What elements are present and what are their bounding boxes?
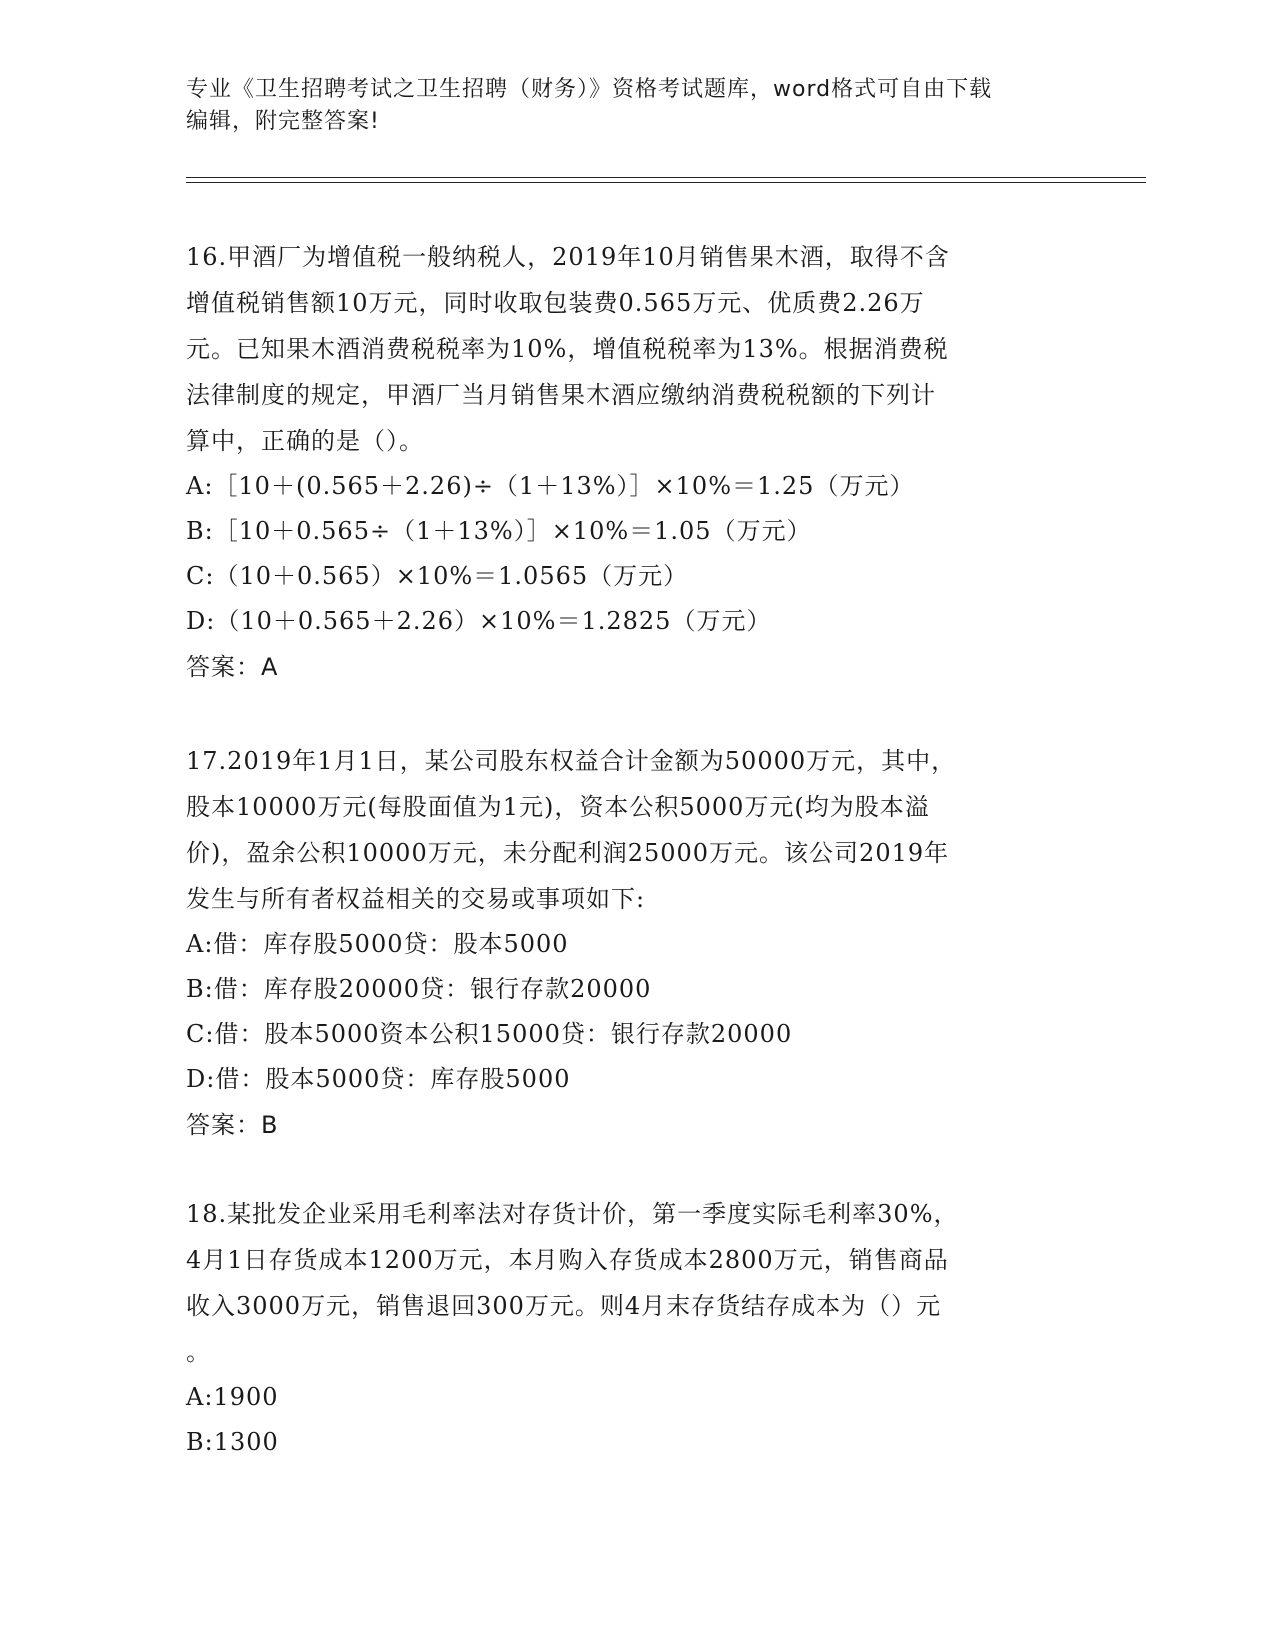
stem-line: 股本10000万元(每股面值为1元)，资本公积5000万元(均为股本溢 [186,793,930,821]
option-c: C:借：股本5000资本公积15000贷：银行存款20000 [186,1020,793,1048]
stem-line: 法律制度的规定，甲酒厂当月销售果木酒应缴纳消费税税额的下列计 [186,381,936,409]
option-a: A:［10＋(0.565＋2.26)÷（1＋13%）］×10%＝1.25（万元） [186,472,915,500]
option-b: B:［10＋0.565÷（1＋13%）］×10%＝1.05（万元） [186,517,812,545]
question-stem [186,234,1066,464]
answer-label: 答案：A [186,653,279,681]
option-a: A:1900 [186,1383,279,1411]
question-stem [186,738,1066,922]
question-16 [186,234,1066,690]
stem-line: 16.甲酒厂为增值税一般纳税人，2019年10月销售果木酒，取得不含 [186,243,950,271]
stem-line: 增值税销售额10万元，同时收取包装费0.565万元、优质费2.26万 [186,289,925,317]
question-18 [186,1191,1066,1465]
option-d: D:（10＋0.565＋2.26）×10%＝1.2825（万元） [186,607,772,635]
header-title-line-1: 专业《卫生招聘考试之卫生招聘（财务）》资格考试题库，word格式可自由下载 [186,77,993,102]
stem-line: 收入3000万元，销售退回300万元。则4月末存货结存成本为（）元 [186,1292,942,1320]
header-divider-top [186,177,1146,178]
question-17 [186,738,1066,1148]
stem-line: 。 [186,1338,211,1366]
document-header [186,74,1086,138]
option-b: B:1300 [186,1428,279,1456]
stem-line: 4月1日存货成本1200万元，本月购入存货成本2800万元，销售商品 [186,1246,949,1274]
option-a: A:借：库存股5000贷：股本5000 [186,930,569,958]
stem-line: 价)，盈余公积10000万元，未分配利润25000万元。该公司2019年 [186,839,950,867]
stem-line: 18.某批发企业采用毛利率法对存货计价，第一季度实际毛利率30%， [186,1200,959,1228]
stem-line: 元。已知果木酒消费税税率为10%，增值税税率为13%。根据消费税 [186,335,949,363]
header-title-line-2: 编辑，附完整答案! [186,109,380,134]
option-b: B:借：库存股20000贷：银行存款20000 [186,975,652,1003]
option-c: C:（10＋0.565）×10%＝1.0565（万元） [186,562,689,590]
header-divider-bottom [186,182,1146,183]
option-d: D:借：股本5000贷：库存股5000 [186,1065,571,1093]
stem-line: 算中，正确的是（）。 [186,427,424,455]
stem-line: 17.2019年1月1日，某公司股东权益合计金额为50000万元，其中， [186,747,957,775]
question-stem [186,1191,1066,1375]
stem-line: 发生与所有者权益相关的交易或事项如下: [186,885,646,913]
answer-label: 答案：B [186,1111,279,1139]
